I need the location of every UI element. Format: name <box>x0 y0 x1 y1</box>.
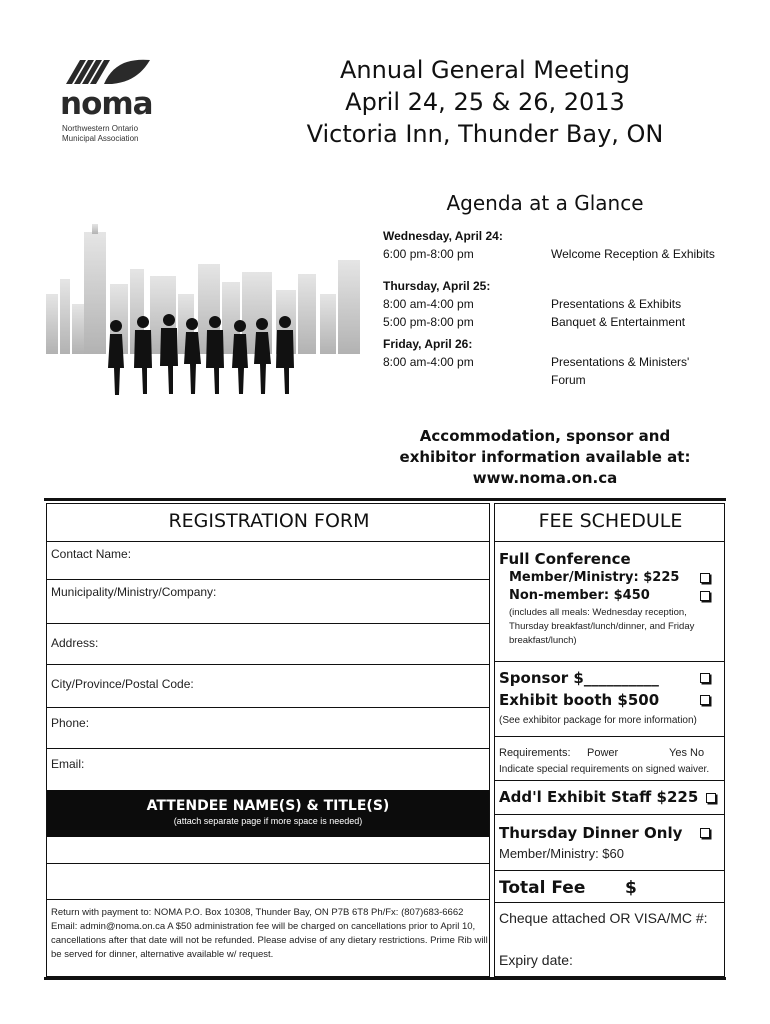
agenda-day: Friday, April 26: <box>383 337 473 351</box>
meals-included-note: (includes all meals: Wednesday reception, Thursday breakfast/lunch/dinner, and Friday breakfast/lunch) <box>509 607 695 646</box>
agenda-title: Agenda at a Glance <box>446 191 644 215</box>
divider <box>47 623 489 624</box>
agenda-row <box>383 353 723 389</box>
expiry-date-field[interactable]: Expiry date: <box>499 952 573 968</box>
title-line2: April 24, 25 & 26, 2013 <box>345 88 625 116</box>
contact-name-field[interactable]: Contact Name: <box>51 547 132 561</box>
divider <box>495 541 724 542</box>
nonmember-fee-label: Non-member: $450 <box>509 588 650 603</box>
attendee-title: ATTENDEE NAME(S) & TITLE(S) <box>146 798 390 814</box>
member-fee-label: Member/Ministry: $225 <box>509 570 680 585</box>
return-instructions: Return with payment to: NOMA P.O. Box 10308, Thunder Bay, ON P7B 6T8 Ph/Fx: (807)683-6662 Email: admin@noma.on.ca A $50 administration fee will be charged on cancellations prior to April 10, cancellations after that date will not be refunded. Please advise of any dietary restrictions. Prime Rib will be served for dinner, alternative available w/ request. <box>51 907 488 960</box>
fee-schedule-title: FEE SCHEDULE <box>538 510 683 532</box>
agenda-event: Banquet & Entertainment <box>551 315 686 329</box>
agenda <box>383 227 723 389</box>
city-skyline-people-illustration <box>42 224 364 404</box>
divider <box>495 661 724 662</box>
divider <box>495 902 724 903</box>
exhibit-booth-checkbox[interactable] <box>700 695 710 705</box>
logo-stripes-icon <box>64 56 154 86</box>
thursday-dinner-label: Thursday Dinner Only <box>499 824 683 842</box>
power-label: Power <box>587 747 619 759</box>
divider <box>47 664 489 665</box>
agenda-event: Presentations & Ministers' Forum <box>551 355 690 387</box>
exhibitor-package-note: (See exhibitor package for more information) <box>499 715 697 726</box>
logo-word: noma <box>60 86 153 122</box>
additional-staff-checkbox[interactable] <box>706 793 716 803</box>
address-field[interactable]: Address: <box>51 636 99 650</box>
sponsor-label: Sponsor $__________ <box>499 669 659 687</box>
agenda-time: 6:00 pm-8:00 pm <box>383 247 474 261</box>
thursday-dinner-checkbox[interactable] <box>700 828 710 838</box>
payment-card-field[interactable]: Cheque attached OR VISA/MC #: <box>499 910 708 926</box>
divider <box>495 780 724 781</box>
divider <box>47 541 489 542</box>
power-yes-no[interactable]: Yes No <box>669 747 705 759</box>
municipality-field[interactable]: Municipality/Ministry/Company: <box>51 585 217 599</box>
total-fee-label: Total Fee <box>499 878 586 898</box>
accommodation-line1: Accommodation, sponsor and <box>419 427 671 445</box>
website-link[interactable]: www.noma.on.ca <box>472 469 618 487</box>
attendee-line[interactable] <box>47 863 489 864</box>
registration-form <box>46 503 490 977</box>
agenda-row <box>383 245 723 263</box>
divider <box>47 748 489 749</box>
dinner-price-label: Member/Ministry: $60 <box>499 846 624 861</box>
agenda-day: Thursday, April 25: <box>383 279 491 293</box>
email-field[interactable]: Email: <box>51 757 85 771</box>
logo-subtitle <box>62 124 172 144</box>
additional-staff-label: Add'l Exhibit Staff $225 <box>499 788 699 806</box>
logo-subtitle-line2: Municipal Association <box>62 134 139 143</box>
attendee-line[interactable] <box>47 899 489 900</box>
requirements-label: Requirements: <box>499 747 571 759</box>
divider <box>47 707 489 708</box>
sponsor-checkbox[interactable] <box>700 673 710 683</box>
agenda-event: Welcome Reception & Exhibits <box>551 247 715 261</box>
noma-logo <box>60 56 160 146</box>
title-line3: Victoria Inn, Thunder Bay, ON <box>306 120 664 148</box>
divider <box>495 870 724 871</box>
total-fee-symbol[interactable]: $ <box>625 878 637 898</box>
attendee-note: (attach separate page if more space is needed) <box>173 816 363 826</box>
agenda-time: 8:00 am-4:00 pm <box>383 297 474 311</box>
attendee-header <box>47 790 489 837</box>
logo-subtitle-line1: Northwestern Ontario <box>62 124 139 133</box>
phone-field[interactable]: Phone: <box>51 716 90 730</box>
city-field[interactable]: City/Province/Postal Code: <box>51 677 194 691</box>
agenda-event: Presentations & Exhibits <box>551 297 682 311</box>
agenda-time: 5:00 pm-8:00 pm <box>383 315 474 329</box>
divider <box>495 736 724 737</box>
title-line1: Annual General Meeting <box>339 56 631 84</box>
meeting-title <box>270 54 700 150</box>
exhibit-booth-label: Exhibit booth $500 <box>499 691 660 709</box>
accommodation-info <box>390 426 700 489</box>
agenda-day: Wednesday, April 24: <box>383 229 503 243</box>
special-requirements-note: Indicate special requirements on signed waiver. <box>499 764 710 775</box>
full-conference-label: Full Conference <box>499 550 631 568</box>
divider <box>47 579 489 580</box>
agenda-row <box>383 295 723 313</box>
nonmember-checkbox[interactable] <box>700 591 710 601</box>
registration-title: REGISTRATION FORM <box>168 510 370 532</box>
accommodation-line2: exhibitor information available at: <box>399 448 691 466</box>
member-checkbox[interactable] <box>700 573 710 583</box>
divider <box>495 814 724 815</box>
agenda-time: 8:00 am-4:00 pm <box>383 355 474 369</box>
agenda-row <box>383 313 723 331</box>
fee-schedule <box>494 503 725 977</box>
